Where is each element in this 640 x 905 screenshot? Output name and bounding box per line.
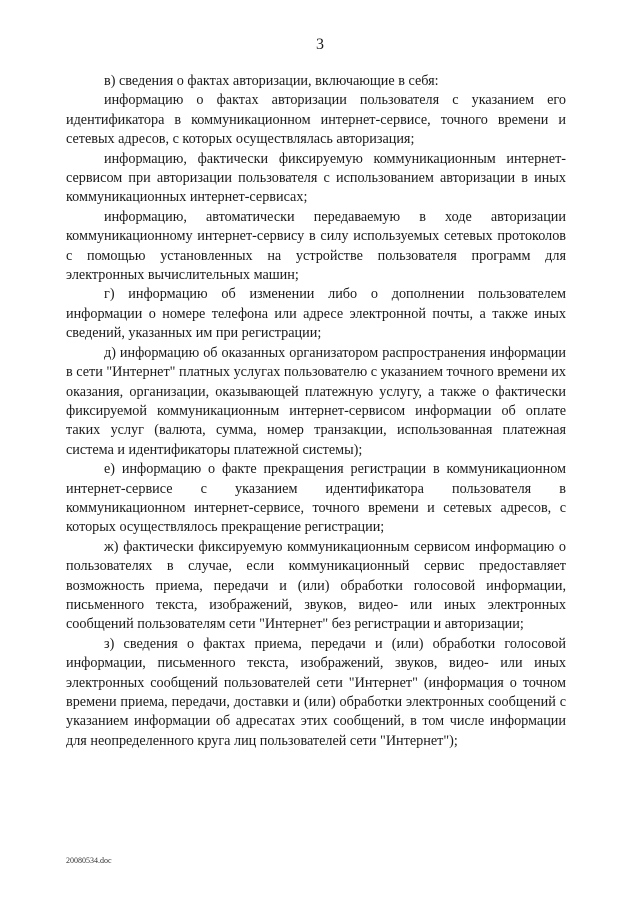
paragraph: информацию о фактах авторизации пользователя с указанием его идентификатора в коммуникационном интернет-сервисе, точного времени и сетевых адресов, с которых осуществлялась авторизация;	[66, 92, 566, 148]
document-body	[66, 72, 566, 751]
paragraph: д) информацию об оказанных организатором распространения информации в сети "Интернет" платных услугах пользователю с указанием точного времени их оказания, организации, оказывающей платежную услугу, а также о фактически фиксируемой коммуникационным интернет-сервисом информации об оплате таких услуг (валюта, сумма, номер транзакции, использованная платежная система и идентификаторы платежной системы);	[66, 344, 566, 458]
paragraph: е) информацию о факте прекращения регистрации в коммуникационном интернет-сервисе с указанием идентификатора пользователя в коммуникационном интернет-сервисе, точного времени и сетевых адресов, с которых осуществлялось прекращение регистрации;	[66, 461, 566, 536]
paragraph: г) информацию об изменении либо о дополнении пользователем информации о номере телефона или адресе электронной почты, а также иных сведений, указанных им при регистрации;	[66, 286, 566, 342]
page-number: 3	[316, 36, 324, 53]
paragraph: информацию, автоматически передаваемую в ходе авторизации коммуникационному интернет-сервису в силу используемых сетевых протоколов с помощью установленных на устройстве пользователя программ для электронных вычислительных машин;	[66, 208, 566, 284]
paragraph: в) сведения о фактах авторизации, включающие в себя:	[104, 73, 439, 89]
paragraph: з) сведения о фактах приема, передачи и (или) обработки голосовой информации, письменного текста, изображений, звуков, видео- или иных электронных сообщений пользователей сети "Интернет" (информация о точном времени приема, передачи, доставки и (или) обработки электронных сообщений с указанием информации об адресатах этих сообщений, в том числе информации для неопределенного круга лиц пользователей сети "Интернет");	[66, 635, 566, 749]
paragraph: ж) фактически фиксируемую коммуникационным сервисом информацию о пользователях в случае, если коммуникационный сервис предоставляет возможность приема, передачи и (или) обработки голосовой информации, письменного текста, изображений, звуков, видео- или иных электронных сообщений пользователям сети "Интернет" без регистрации и авторизации;	[66, 538, 566, 633]
footer-filename: 20080534.doc	[66, 856, 112, 865]
paragraph: информацию, фактически фиксируемую коммуникационным интернет-сервисом при авторизации пользователя с использованием авторизации в иных коммуникационных интернет-сервисах;	[66, 150, 566, 206]
